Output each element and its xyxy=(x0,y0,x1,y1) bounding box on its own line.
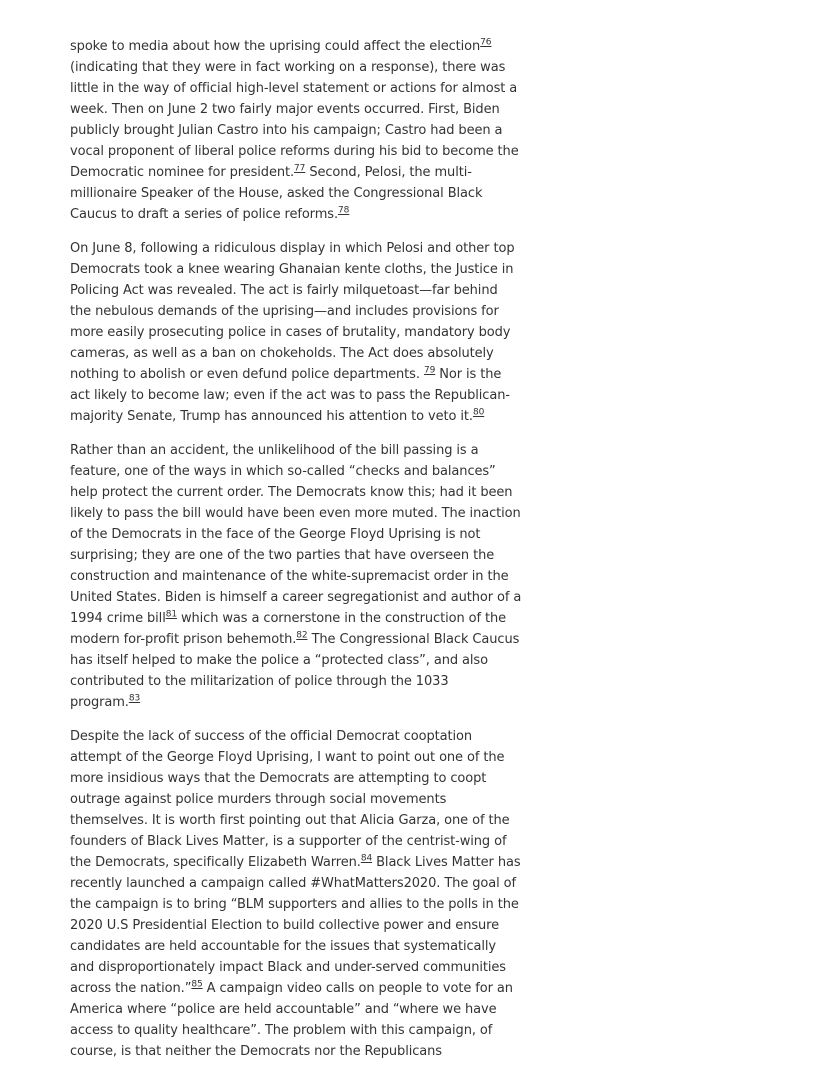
paragraph xyxy=(70,726,522,1062)
paragraph xyxy=(70,238,522,427)
footnote-ref-77[interactable]: 77 xyxy=(294,163,306,174)
footnote-ref-85[interactable]: 85 xyxy=(191,979,203,990)
paragraph-text: spoke to media about how the uprising could affect the election xyxy=(70,39,481,54)
paragraph xyxy=(70,440,522,713)
footnote-ref-83[interactable]: 83 xyxy=(128,693,141,704)
paragraph-text: The Congressional Black Caucus has itself helped to make the police a “protected class”, and also contributed to the militarization of police through the 1033 program. xyxy=(70,632,520,710)
paragraph-text: (indicating that they were in fact working on a response), there was little in the way of official high-level statement or actions for almost a week. Then on June 2 two fairly major events occurred. First, Biden publicly brought Julian Castro into his campaign; Castro had been a vocal proponent of liberal police reforms during his bid to become the Democratic nominee for president. xyxy=(70,60,519,180)
paragraph-text: Second, Pelosi, the multi-millionaire Speaker of the House, asked the Congressional Black Caucus to draft a series of police reforms. xyxy=(70,165,483,222)
paragraph-text: Black Lives Matter has recently launched a campaign called #WhatMatters2020. The goal of the campaign is to bring “BLM supporters and allies to the polls in the 2020 U.S Presidential Election to build collective power and ensure candidates are held accountable for the issues that systematically and disproportionately impact Black and under-served communities across the nation.” xyxy=(70,855,521,996)
footnote-ref-84[interactable]: 84 xyxy=(360,853,373,864)
footnote-ref-78[interactable]: 78 xyxy=(337,205,350,216)
paragraph-text: On June 8, following a ridiculous display in which Pelosi and other top Democrats took a knee wearing Ghanaian kente cloths, the Justice in Policing Act was revealed. The act is fairly milquetoast—far behind the nebulous demands of the uprising—and includes provisions for more easily prosecuting police in cases of brutality, mandatory body cameras, as well as a ban on chokeholds. The Act does absolutely nothing to abolish or even defund police departments. xyxy=(70,241,515,382)
paragraph-text: Nor is the act likely to become law; even if the act was to pass the Republican-majority Senate, Trump has announced his attention to veto it. xyxy=(70,367,510,424)
footnote-ref-76[interactable]: 76 xyxy=(480,37,492,48)
document-body xyxy=(70,36,522,1075)
footnote-ref-79[interactable]: 79 xyxy=(423,365,436,376)
paragraph xyxy=(70,36,522,225)
paragraph-text: Despite the lack of success of the official Democrat cooptation attempt of the George Floyd Uprising, I want to point out one of the more insidious ways that the Democrats are attempting to coopt outrage against police murders through social movements themselves. It is worth first pointing out that Alicia Garza, one of the founders of Black Lives Matter, is a supporter of the centrist-wing of the Democrats, specifically Elizabeth Warren. xyxy=(70,729,510,870)
paragraph-text: Rather than an accident, the unlikelihood of the bill passing is a feature, one of the ways in which so-called “checks and balances” help protect the current order. The Democrats know this; had it been likely to pass the bill would have been even more muted. The inaction of the Democrats in the face of the George Floyd Uprising is not surprising; they are one of the two parties that have overseen the construction and maintenance of the white-supremacist order in the United States. Biden is himself a career segregationist and author of a 1994 crime bill xyxy=(70,443,522,626)
footnote-ref-81[interactable]: 81 xyxy=(165,609,177,620)
paragraph-text: A campaign video calls on people to vote for an America where “police are held accountable” and “where we have access to quality healthcare”. The problem with this campaign, of course, is that neither the Democrats nor the Republicans xyxy=(70,981,513,1059)
paragraph-text: which was a cornerstone in the construction of the modern for-profit prison behemoth. xyxy=(70,611,507,647)
footnote-ref-82[interactable]: 82 xyxy=(296,630,308,641)
footnote-ref-80[interactable]: 80 xyxy=(472,407,485,418)
